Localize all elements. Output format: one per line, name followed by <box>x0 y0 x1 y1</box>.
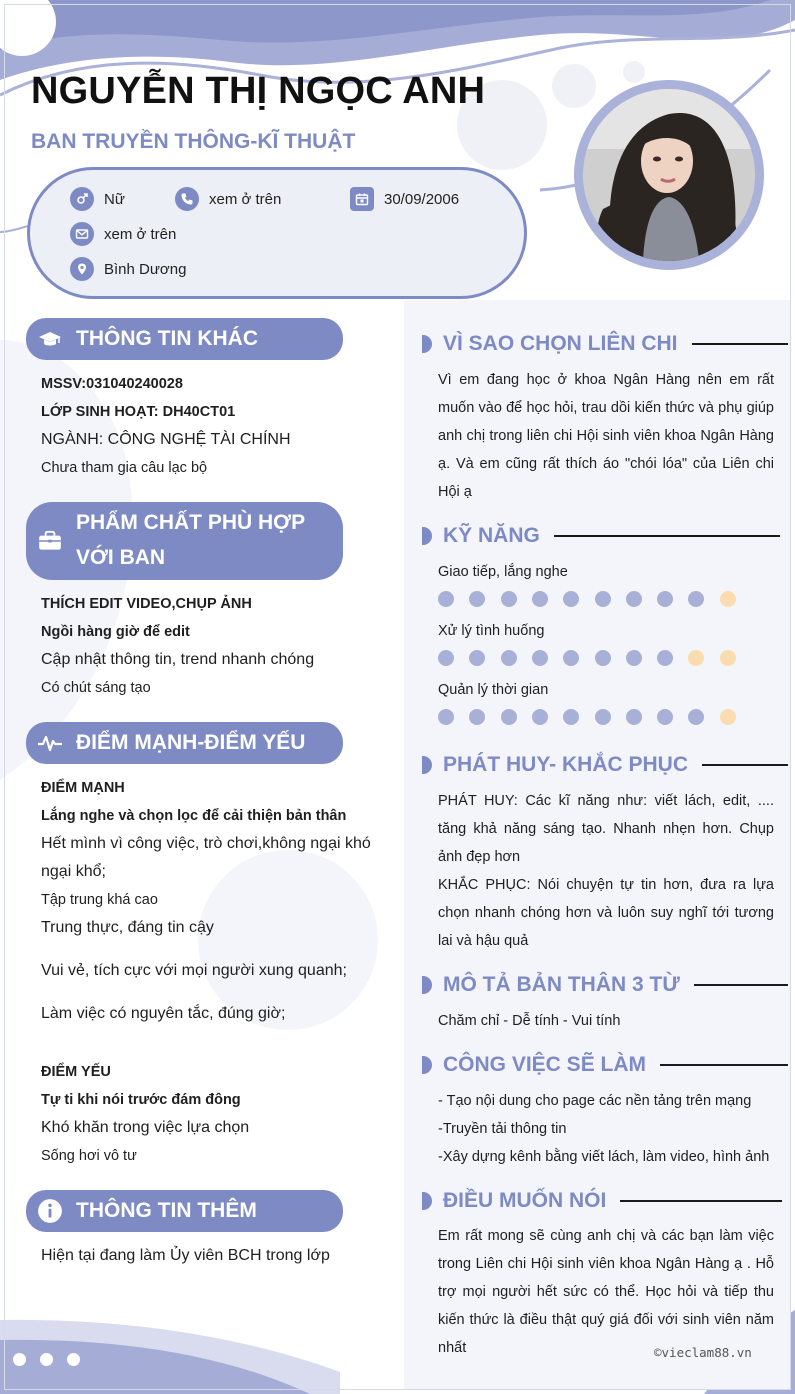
location-pin-icon <box>70 257 94 281</box>
section-why-header <box>422 332 788 356</box>
skill-dot-filled <box>626 709 642 725</box>
develop-text: PHÁT HUY: Các kĩ năng như: viết lách, edit, .... tăng khả năng sáng tạo. Nhanh nhẹn hơn. Chụp ảnh đẹp hơn <box>438 793 774 865</box>
contact-phone <box>175 187 281 211</box>
fix-text: KHẮC PHỤC: Nói chuyện tự tin hơn, đưa ra lựa chọn nhanh chóng hơn và luôn suy nghĩ tới tương lai và hậu quả <box>438 877 774 949</box>
section-tasks-header <box>422 1053 788 1077</box>
briefcase-icon <box>36 527 64 555</box>
section-marker <box>422 976 432 994</box>
section-strengths-header <box>26 722 343 764</box>
section-skills-header <box>422 524 780 548</box>
section-other-info-header <box>26 318 343 360</box>
section-marker <box>422 527 432 545</box>
section-divider <box>702 764 788 766</box>
section-extra-title: THÔNG TIN THÊM <box>76 1199 257 1222</box>
section-develop-header <box>422 753 788 777</box>
section-divider <box>620 1200 782 1202</box>
extra-line: Hiện tại đang làm Ủy viên BCH trong lớp <box>41 1247 330 1264</box>
section-wish-header <box>422 1189 782 1213</box>
contact-gender <box>70 187 125 211</box>
quality-line: Cập nhật thông tin, trend nhanh chóng <box>41 651 315 668</box>
contact-birthday <box>350 187 459 211</box>
other-info-line: MSSV:031040240028 <box>41 376 183 392</box>
contact-email <box>70 222 176 246</box>
email-value: xem ở trên <box>104 225 177 243</box>
skill-dot-filled <box>438 591 454 607</box>
quality-line: THÍCH EDIT VIDEO,CHỤP ẢNH <box>41 596 252 612</box>
candidate-name: NGUYỄN THỊ NGỌC ANH <box>31 70 486 112</box>
section-skills-title: KỸ NĂNG <box>443 524 540 547</box>
quality-line: Có chút sáng tạo <box>41 680 151 696</box>
quality-line: Ngồi hàng giờ để edit <box>41 624 190 640</box>
address-value: Bình Dương <box>104 260 187 278</box>
strength-line: Hết mình vì công việc, trò chơi,không ngại khó <box>41 835 371 852</box>
skill-dot-filled <box>501 709 517 725</box>
decor-dot <box>67 1353 80 1366</box>
section-qualities-header <box>26 502 343 580</box>
applied-role: BAN TRUYỀN THÔNG-KĨ THUẬT <box>31 130 356 153</box>
skill-dot-filled <box>595 650 611 666</box>
calendar-icon <box>350 187 374 211</box>
section-divider <box>554 535 780 537</box>
three-words-text: Chăm chỉ - Dễ tính - Vui tính <box>438 1013 621 1029</box>
skill-dot-filled <box>595 709 611 725</box>
contact-address <box>70 257 186 281</box>
other-info-line: LỚP SINH HOẠT: DH40CT01 <box>41 404 236 420</box>
skill-dot-filled <box>438 709 454 725</box>
graduation-cap-icon <box>36 325 64 353</box>
section-qualities-title-line1: PHẨM CHẤT PHÙ HỢP <box>76 511 306 534</box>
mail-icon <box>70 222 94 246</box>
skill-dot-empty <box>720 591 736 607</box>
pulse-icon <box>36 729 64 757</box>
wish-text: Em rất mong sẽ cùng anh chị và các bạn làm việc trong Liên chi Hội sinh viên khoa Ngân Hàng ạ . Hỗ trợ mọi người hết sức có thể. Học hỏi và tiếp thu kiến thức là điều thật quý giá đối với sinh viên năm nhất <box>438 1228 774 1356</box>
watermark: ©vieclam88.vn <box>654 1345 752 1360</box>
weakness-line: Khó khăn trong việc lựa chọn <box>41 1119 250 1136</box>
develop-paragraph <box>438 787 774 955</box>
section-marker <box>422 335 432 353</box>
wish-paragraph <box>438 1222 774 1362</box>
weaknesses-label: ĐIỂM YẾU <box>41 1064 111 1080</box>
skill-dot-filled <box>501 591 517 607</box>
avatar <box>574 80 764 270</box>
why-paragraph <box>438 366 774 506</box>
skill-name: Xử lý tình huống <box>438 623 545 639</box>
skill-dot-filled <box>532 591 548 607</box>
section-other-info-title: THÔNG TIN KHÁC <box>76 327 258 350</box>
skill-dot-filled <box>657 591 673 607</box>
skill-dot-filled <box>657 650 673 666</box>
task-line: - Tạo nội dung cho page các nền tảng trên mạng <box>438 1093 752 1109</box>
strength-line: Tập trung khá cao <box>41 892 158 908</box>
task-line: -Xây dựng kênh bằng viết lách, làm video, hình ảnh <box>438 1149 770 1165</box>
skill-dot-filled <box>501 650 517 666</box>
section-three-words-title: MÔ TẢ BẢN THÂN 3 TỪ <box>443 973 680 996</box>
section-extra-header <box>26 1190 343 1232</box>
section-marker <box>422 756 432 774</box>
section-wish-title: ĐIỀU MUỐN NÓI <box>443 1189 607 1212</box>
skill-dot-filled <box>532 709 548 725</box>
section-strengths-title: ĐIỂM MẠNH-ĐIỂM YẾU <box>76 731 306 754</box>
decor-dot <box>40 1353 53 1366</box>
strength-line: Vui vẻ, tích cực với mọi người xung quanh; <box>41 962 347 979</box>
strengths-label: ĐIỂM MẠNH <box>41 780 125 796</box>
section-marker <box>422 1192 432 1210</box>
task-line: -Truyền tải thông tin <box>438 1121 567 1137</box>
strength-line: Làm việc có nguyên tắc, đúng giờ; <box>41 1005 286 1022</box>
phone-icon <box>175 187 199 211</box>
strength-line: Lắng nghe và chọn lọc để cải thiện bản thân <box>41 808 347 824</box>
contact-box <box>27 167 527 299</box>
strength-line: ngại khổ; <box>41 863 106 880</box>
section-tasks-title: CÔNG VIỆC SẼ LÀM <box>443 1053 647 1076</box>
gender-icon <box>70 187 94 211</box>
section-qualities-title-line2: VỚI BAN <box>76 546 166 569</box>
decor-dot <box>13 1353 26 1366</box>
phone-value: xem ở trên <box>209 190 282 208</box>
section-divider <box>694 984 788 986</box>
section-divider <box>660 1064 788 1066</box>
section-marker <box>422 1056 432 1074</box>
skill-dot-filled <box>626 650 642 666</box>
birthday-value: 30/09/2006 <box>384 190 460 208</box>
skill-dot-filled <box>657 709 673 725</box>
other-info-line: NGÀNH: CÔNG NGHỆ TÀI CHÍNH <box>41 431 291 448</box>
strength-line: Trung thực, đáng tin cậy <box>41 919 214 936</box>
skill-dot-empty <box>720 709 736 725</box>
section-why-title: VÌ SAO CHỌN LIÊN CHI <box>443 332 678 355</box>
skill-name: Giao tiếp, lắng nghe <box>438 564 568 580</box>
info-icon <box>36 1197 64 1225</box>
weakness-line: Tự ti khi nói trước đám đông <box>41 1092 241 1108</box>
why-text: Vì em đang học ở khoa Ngân Hàng nên em rất muốn vào để học hỏi, trau dồi kiến thức và phụ giúp anh chị trong liên chi Hội sinh viên khoa Ngân Hàng ạ. Và em cũng rất thích áo "chói lóa" của Liên chi Hội ạ <box>438 372 774 500</box>
section-develop-title: PHÁT HUY- KHẮC PHỤC <box>443 753 689 776</box>
skill-dot-filled <box>438 650 454 666</box>
section-three-words-header <box>422 973 788 997</box>
skill-dot-empty <box>720 650 736 666</box>
skill-dot-filled <box>626 591 642 607</box>
section-divider <box>692 343 788 345</box>
skill-dot-filled <box>595 591 611 607</box>
gender-value: Nữ <box>104 190 125 208</box>
weakness-line: Sống hơi vô tư <box>41 1148 137 1164</box>
skill-dot-filled <box>532 650 548 666</box>
other-info-line: Chưa tham gia câu lạc bộ <box>41 460 208 476</box>
skill-name: Quản lý thời gian <box>438 682 549 698</box>
profile-photo <box>583 89 755 261</box>
